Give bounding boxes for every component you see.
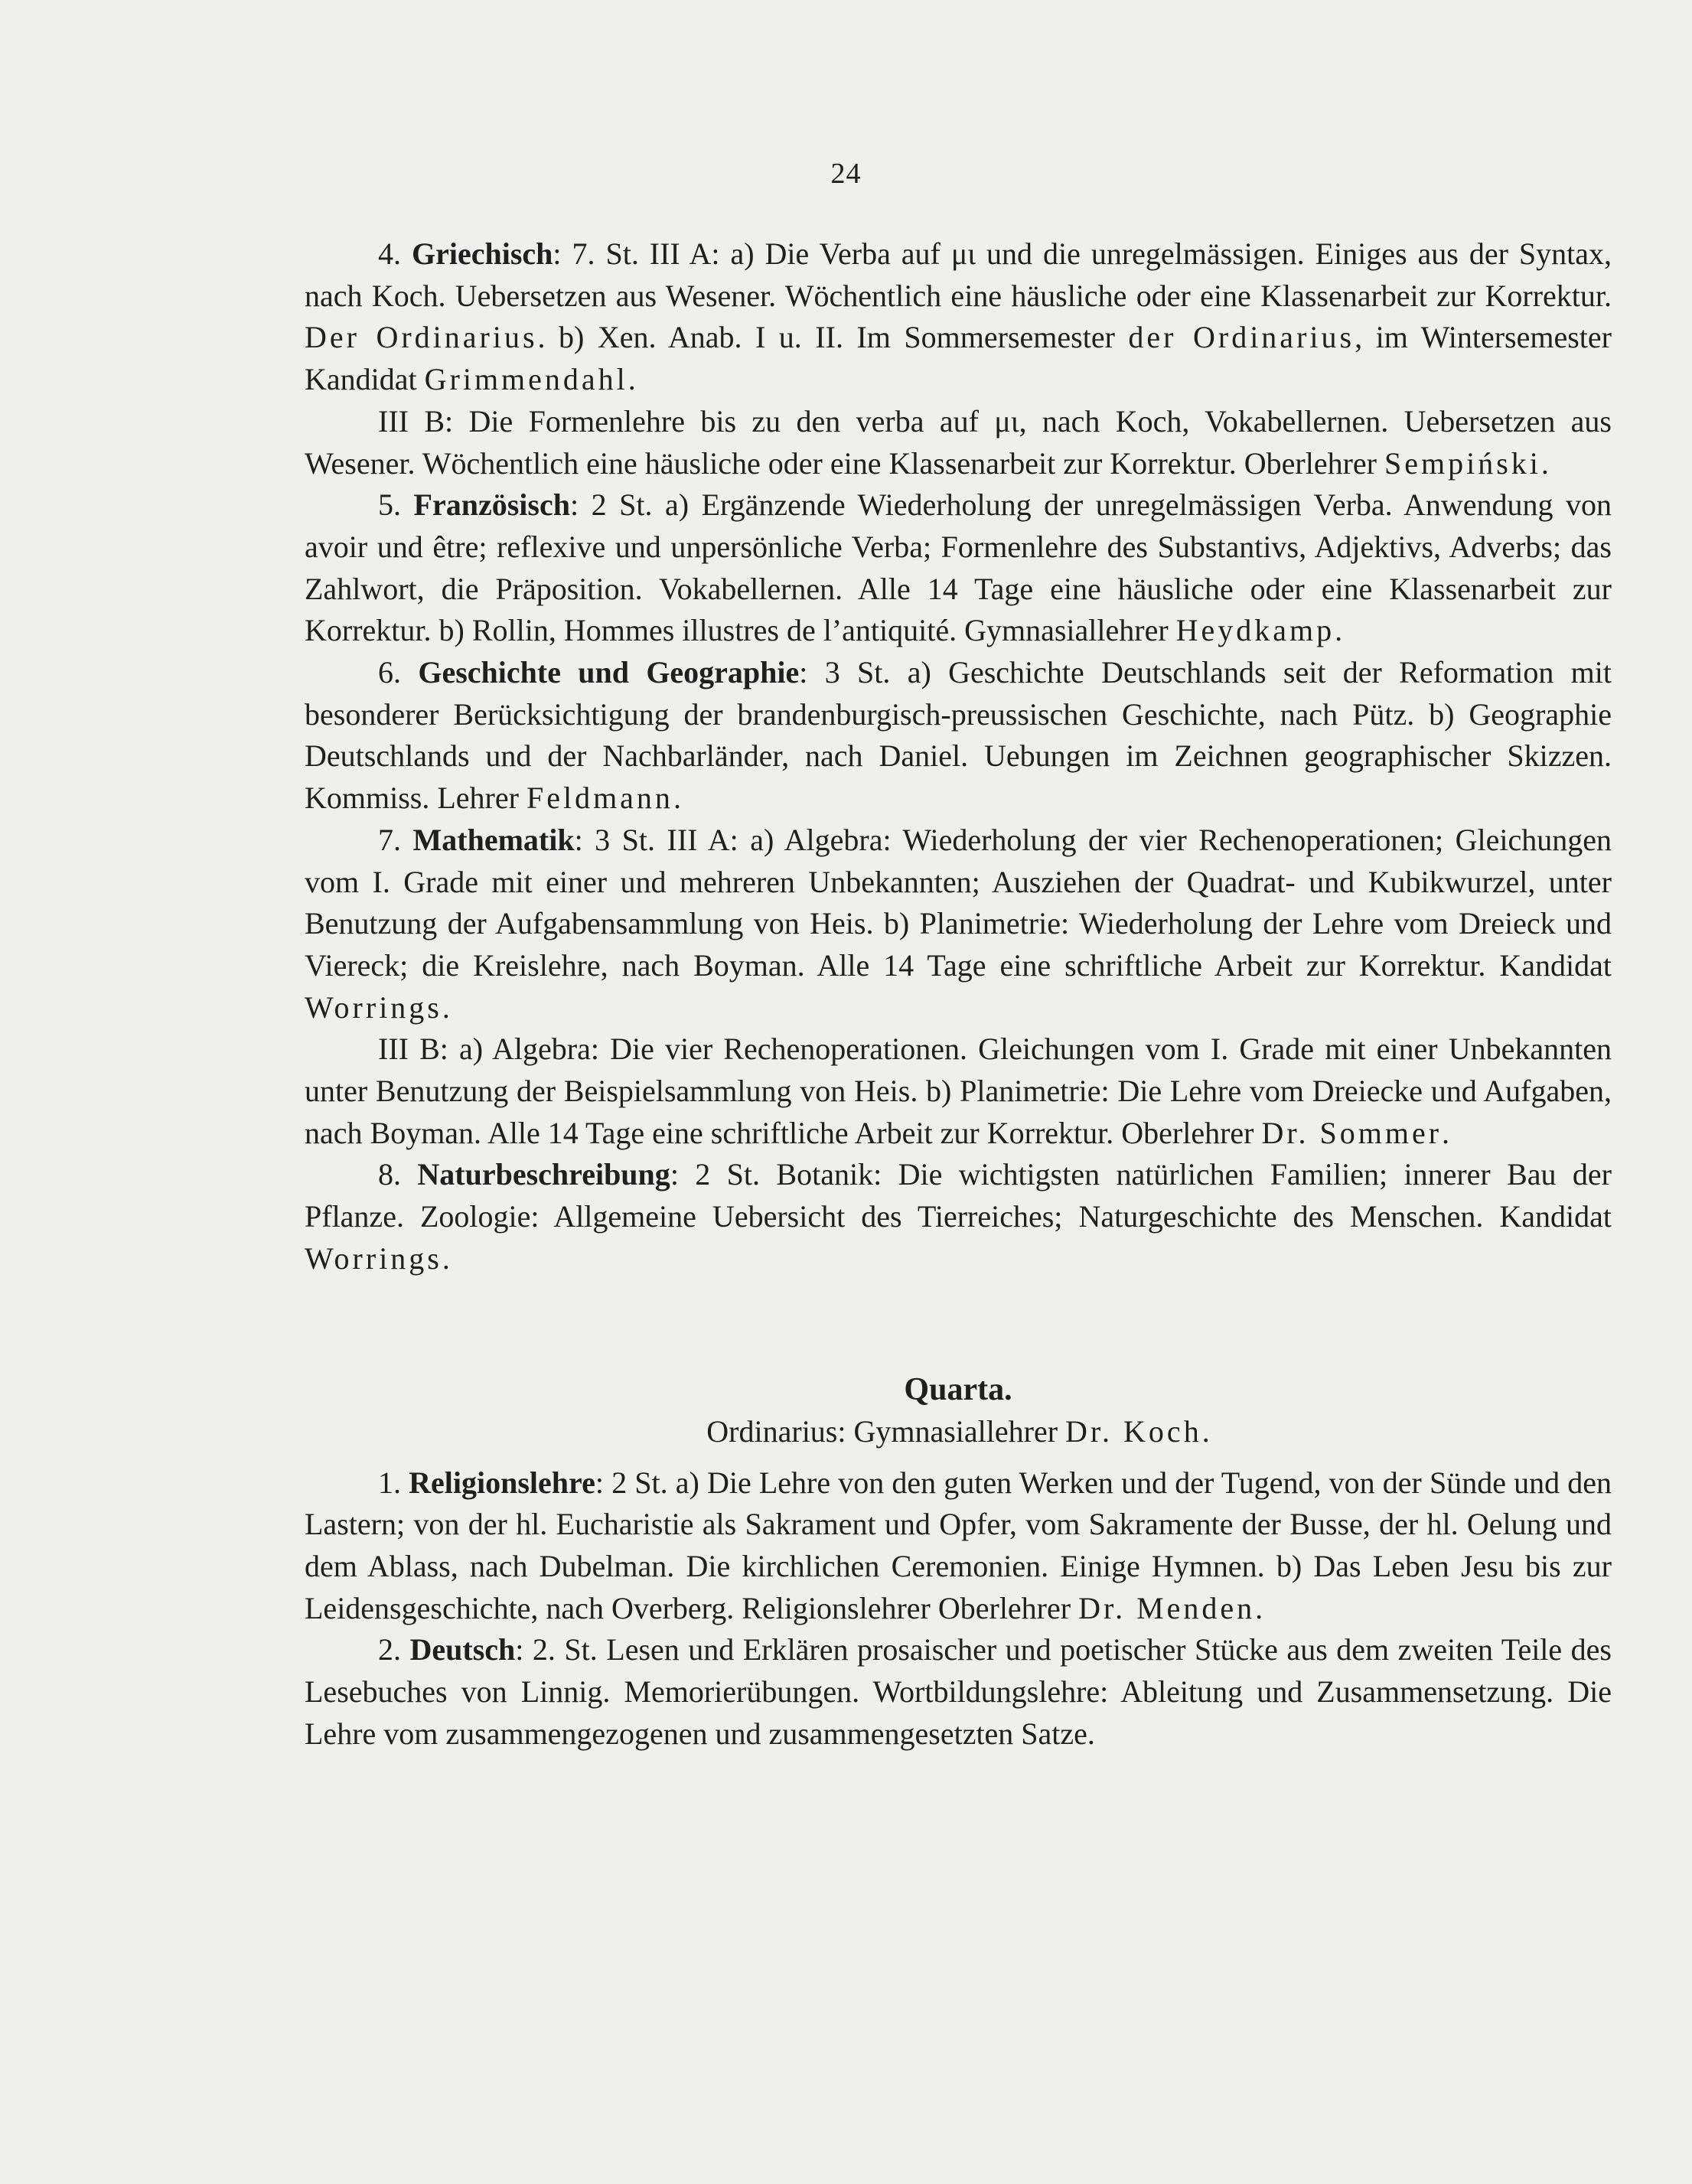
- paragraph: [305, 1154, 1612, 1279]
- spaced-name: der Ordinarius: [1128, 320, 1355, 355]
- paragraph: [305, 820, 1612, 1029]
- text-run: .: [673, 781, 681, 816]
- section-subtitle-suffix: .: [1201, 1413, 1210, 1449]
- text-run: .: [1442, 1115, 1450, 1150]
- spaced-name: Dr. Menden: [1078, 1590, 1256, 1625]
- paragraph: [305, 1462, 1612, 1630]
- text-run: .: [442, 1240, 450, 1276]
- spaced-name: Feldmann: [526, 781, 673, 816]
- text-run: : 3 St. III A: a) Algebra: Wiederholung der vier Rechenoperationen; Gleichungen vom I. Grade mit einer und mehreren Unbekannten; Ausziehen der Quadrat- und Kubikwurzel, unter Benutzung der Aufgabensammlung von Heis. b) Planimetrie: Wiederholung der Lehre vom Dreieck und Viereck; die Kreislehre, nach Boyman. Alle 14 Tage eine schriftliche Arbeit zur Korrektur. Kandidat: [305, 822, 1612, 983]
- paragraph: [305, 233, 1612, 401]
- paragraph: [305, 1028, 1612, 1154]
- text-run: : 2 St. a) Ergänzende Wiederholung der unregelmässigen Verba. Anwendung von avoir und être; reflexive und unpersönliche Verba; Formenlehre des Substantivs, Adjektivs, Adverbs; das Zahlwort, die Präposition. Vokabellernen. Alle 14 Tage eine häusliche oder eine Klassenarbeit zur Korrektur. b) Rollin, Hommes illustres de l’antiquité. Gymnasiallehrer: [305, 487, 1612, 648]
- text-run: : 3 St. a) Geschichte Deutschlands seit der Reformation mit besonderer Berücksichtigung der brandenburgisch-preussischen Geschichte, nach Pütz. b) Geographie Deutschlands und der Nachbarländer, nach Daniel. Uebungen im Zeichnen geographischer Skizzen. Kommiss. Lehrer: [305, 655, 1612, 816]
- text-run: .: [1255, 1590, 1263, 1625]
- text-run: III B: a) Algebra: Die vier Rechenoperationen. Gleichungen vom I. Grade mit einer Unbekannten unter Benutzung der Beispielsammlung von Heis. b) Planimetrie: Die Lehre vom Dreiecke und Aufgaben, nach Boyman. Alle 14 Tage eine schriftliche Arbeit zur Korrektur. Oberlehrer: [305, 1032, 1612, 1150]
- subject-heading: Naturbeschreibung: [417, 1157, 670, 1192]
- subject-list-tertia: [305, 233, 1612, 1280]
- body-text: [305, 233, 1612, 1755]
- text-run: , im Wintersemester Kandidat: [305, 320, 1612, 397]
- text-run: 6.: [378, 655, 419, 690]
- text-run: : 2 St. a) Die Lehre von den guten Werken und der Tugend, von der Sünde und den Lastern; von der hl. Eucharistie als Sakrament und Opfer, vom Sakramente der Busse, der hl. Oelung und dem Ablass, nach Dubelman. Die kirchlichen Ceremonien. Einige Hymnen. b) Das Leben Jesu bis zur Leidensgeschichte, nach Overberg. Religionslehrer Oberlehrer: [305, 1465, 1612, 1625]
- subject-heading: Geschichte und Geographie: [418, 655, 800, 690]
- text-run: 7.: [378, 822, 413, 857]
- text-run: : 2. St. Lesen und Erklären prosaischer und poetischer Stücke aus dem zweiten Teile des Lesebuches von Linnig. Memorierübungen. Wortbildungslehre: Ableitung und Zusammensetzung. Die Lehre vom zusammengezogenen und zusammengesetzten Satze.: [305, 1632, 1612, 1751]
- paragraph: [305, 652, 1612, 820]
- text-run: .: [442, 989, 450, 1025]
- subject-list-quarta: [305, 1462, 1612, 1755]
- text-run: III B: Die Formenlehre bis zu den verba auf μι, nach Koch, Vokabellernen. Uebersetzen aus Wesener. Wöchentlich eine häusliche oder eine Klassenarbeit zur Korrektur. Oberlehrer: [305, 403, 1612, 481]
- subject-heading: Französisch: [413, 487, 570, 523]
- section-subtitle-prefix: Ordinarius: Gymnasiallehrer: [706, 1413, 1066, 1449]
- section-subtitle-name: Dr. Koch: [1065, 1413, 1202, 1449]
- text-run: 2.: [378, 1632, 410, 1667]
- text-run: .: [628, 362, 636, 397]
- subject-heading: Griechisch: [411, 236, 553, 271]
- spaced-name: Heydkamp: [1175, 613, 1335, 648]
- subject-heading: Religionslehre: [409, 1465, 595, 1500]
- spaced-name: Worrings: [305, 1240, 442, 1276]
- section-subtitle: [305, 1409, 1612, 1455]
- text-run: . b) Xen. Anab. I u. II. Im Sommersemester: [537, 320, 1129, 355]
- text-run: 4.: [378, 236, 412, 271]
- spaced-name: Dr. Sommer: [1261, 1115, 1443, 1150]
- page-number: 24: [830, 158, 862, 190]
- paragraph: [305, 1629, 1612, 1755]
- spaced-name: Der Ordinarius: [305, 320, 538, 355]
- text-run: : 2 St. Botanik: Die wichtigsten natürlichen Familien; innerer Bau der Pflanze. Zoologie: Allgemeine Uebersicht des Tierreiches; Naturgeschichte des Menschen. Kandidat: [305, 1157, 1612, 1234]
- text-run: .: [1540, 445, 1549, 481]
- section-title: Quarta.: [904, 1371, 1012, 1407]
- text-run: 1.: [378, 1465, 409, 1500]
- subject-heading: Deutsch: [409, 1632, 516, 1667]
- spaced-name: Grimmendahl: [424, 362, 628, 397]
- text-run: 5.: [378, 487, 414, 523]
- spaced-name: Worrings: [305, 989, 442, 1025]
- text-run: 8.: [378, 1157, 418, 1192]
- subject-heading: Mathematik: [412, 822, 575, 857]
- spaced-name: Sempiński: [1384, 445, 1541, 481]
- text-run: .: [1335, 613, 1343, 648]
- paragraph: [305, 484, 1612, 652]
- text-run: : 7. St. III A: a) Die Verba auf μι und die unregelmässigen. Einiges aus der Syntax, nach Koch. Uebersetzen aus Wesener. Wöchentlich eine häusliche oder eine Klassenarbeit zur Korrektur.: [305, 236, 1612, 313]
- paragraph: [305, 401, 1612, 484]
